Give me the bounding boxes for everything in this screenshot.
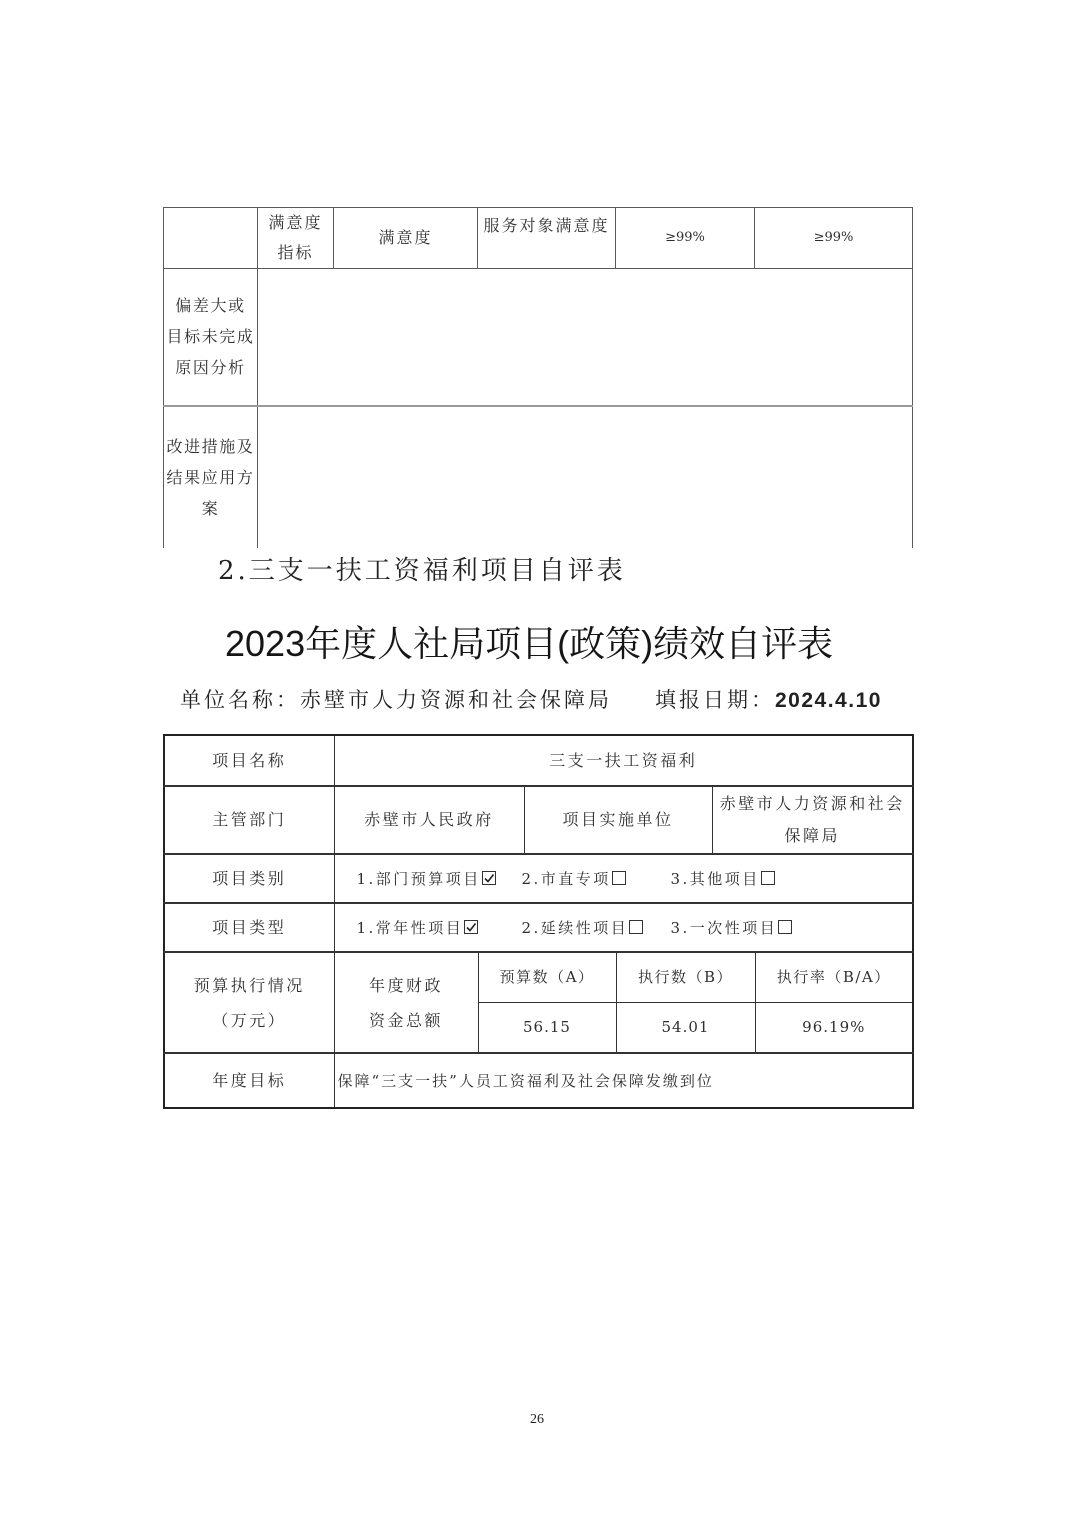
category-options xyxy=(334,854,913,903)
annual-goal-label: 年度目标 xyxy=(164,1053,334,1108)
category-options-wrap xyxy=(335,868,913,890)
annual-fund-label: 年度财政 资金总额 xyxy=(334,952,478,1053)
fill-date-line xyxy=(655,686,882,715)
checkbox-icon xyxy=(612,871,626,885)
deviation-label-cell: 偏差大或 目标未完成 原因分析 xyxy=(164,269,258,406)
unit-name: 赤壁市人力资源和社会保障局 xyxy=(300,688,612,712)
category-option-2-label: 2.市直专项 xyxy=(521,869,611,888)
page-number: 26 xyxy=(530,1412,544,1427)
category-option-2 xyxy=(522,868,626,890)
checkbox-icon xyxy=(761,871,775,885)
type-label: 项目类型 xyxy=(164,903,334,952)
implementer-value: 赤壁市人力资源和社会 保障局 xyxy=(712,786,913,854)
deviation-content-cell xyxy=(258,269,913,406)
checkbox-icon xyxy=(778,920,792,934)
project-evaluation-table xyxy=(163,734,914,1109)
checkbox-icon xyxy=(629,920,643,934)
type-options-wrap xyxy=(335,917,913,939)
annual-goal-row xyxy=(164,1053,913,1108)
budget-amount-header: 预算数（A） xyxy=(478,952,616,1002)
category-row xyxy=(164,854,913,903)
type-option-1-label: 1.常年性项目 xyxy=(356,918,464,937)
continued-indicator-table xyxy=(163,207,913,548)
type-option-3 xyxy=(671,917,793,939)
supervisor-value: 赤壁市人民政府 xyxy=(334,786,524,854)
blank-cell xyxy=(164,208,258,269)
project-name-value: 三支一扶工资福利 xyxy=(334,735,913,786)
category-option-3 xyxy=(671,868,775,890)
fill-date-label: 填报日期： xyxy=(655,688,775,712)
improvement-row xyxy=(164,406,913,548)
budget-header-row xyxy=(164,952,913,1002)
budget-execution-label: 预算执行情况 （万元） xyxy=(164,952,334,1053)
form-title: 2023年度人社局项目(政策)绩效自评表 xyxy=(225,623,834,664)
annual-target-cell: ≥99% xyxy=(616,208,755,269)
satisfaction-row xyxy=(164,208,913,269)
project-name-row xyxy=(164,735,913,786)
type-option-2 xyxy=(522,917,644,939)
level3-indicator-cell: 服务对象满意度 xyxy=(478,208,616,269)
category-option-1-label: 1.部门预算项目 xyxy=(356,869,481,888)
improvement-content-cell xyxy=(258,406,913,548)
implementer-label: 项目实施单位 xyxy=(524,786,712,854)
execution-rate-value: 96.19% xyxy=(755,1002,913,1053)
fill-date-value: 2024.4.10 xyxy=(775,689,882,712)
type-option-2-label: 2.延续性项目 xyxy=(521,918,629,937)
category-label: 项目类别 xyxy=(164,854,334,903)
supervisor-label: 主管部门 xyxy=(164,786,334,854)
level1-indicator-cell: 满意度 指标 xyxy=(258,208,334,269)
budget-amount-value: 56.15 xyxy=(478,1002,616,1053)
unit-name-line xyxy=(180,686,612,714)
actual-value-cell: ≥99% xyxy=(755,208,913,269)
execution-rate-header: 执行率（B/A） xyxy=(755,952,913,1002)
type-options xyxy=(334,903,913,952)
executed-amount-header: 执行数（B） xyxy=(616,952,755,1002)
department-row xyxy=(164,786,913,854)
type-row xyxy=(164,903,913,952)
category-option-3-label: 3.其他项目 xyxy=(670,869,760,888)
annual-goal-value: 保障“三支一扶”人员工资福利及社会保障发缴到位 xyxy=(334,1053,913,1108)
level2-indicator-cell: 满意度 xyxy=(334,208,478,269)
type-option-3-label: 3.一次性项目 xyxy=(670,918,778,937)
checkbox-icon xyxy=(464,920,478,934)
deviation-row xyxy=(164,269,913,406)
section-heading: 2.三支一扶工资福利项目自评表 xyxy=(218,556,626,586)
executed-amount-value: 54.01 xyxy=(616,1002,755,1053)
checkbox-icon xyxy=(482,871,496,885)
category-option-1 xyxy=(357,868,496,890)
improvement-label-cell: 改进措施及 结果应用方 案 xyxy=(164,406,258,548)
unit-label: 单位名称： xyxy=(180,688,300,712)
type-option-1 xyxy=(357,917,479,939)
project-name-label: 项目名称 xyxy=(164,735,334,786)
